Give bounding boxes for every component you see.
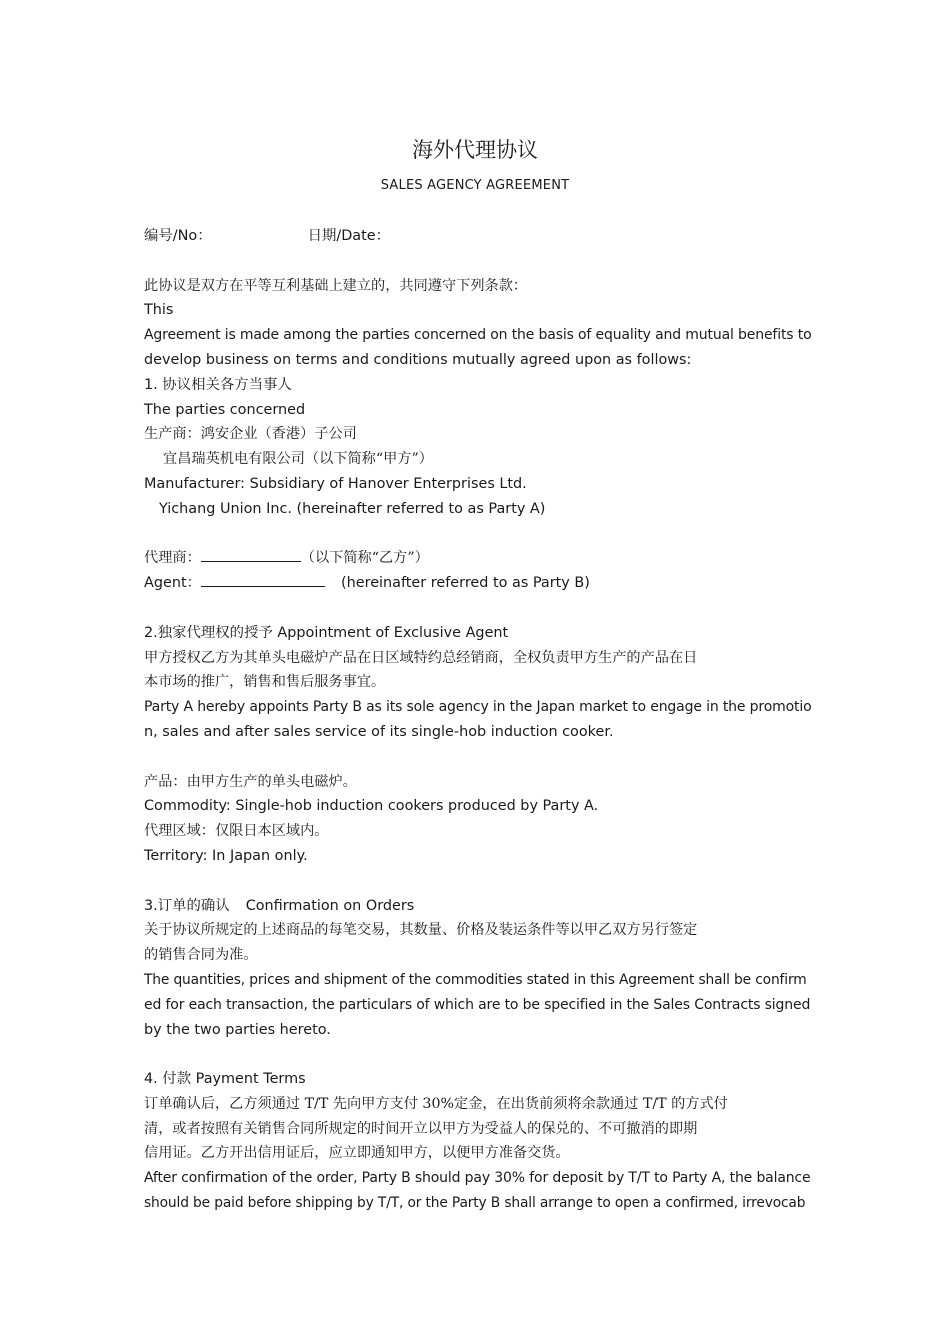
no-label: 编号/No： [144, 228, 212, 244]
section-4-heading: 4. 付款 Payment Terms [144, 1071, 306, 1088]
agent-en-blank-field[interactable] [201, 571, 325, 587]
product-en: Commodity: Single-hob induction cookers produced by Party A. [144, 798, 599, 815]
manufacturer-cn: 生产商：鸿安企业（香港）子公司 [144, 426, 357, 443]
section-3-heading-en: Confirmation on Orders [245, 897, 415, 914]
title-cn: 海外代理协议 [412, 138, 538, 162]
section-4-cn-2: 清，或者按照有关销售合同所规定的时间开立以甲方为受益人的保兑的、不可撤消的即期 [144, 1120, 698, 1137]
section-3-en-3: by the two parties hereto. [144, 1021, 331, 1038]
title-en: SALES AGENCY AGREEMENT [380, 178, 570, 193]
product-cn: 产品：由甲方生产的单头电磁炉。 [144, 773, 357, 790]
section-3-en-2: ed for each transaction, the particulars of which are to be specified in the Sales Contracts signed [144, 996, 811, 1013]
manufacturer-cn-2: 宜昌瑞英机电有限公司（以下简称“甲方”） [163, 451, 433, 468]
agent-cn-blank-field[interactable] [201, 546, 301, 562]
section-2-heading: 2.独家代理权的授予 Appointment of Exclusive Agent [144, 624, 509, 641]
section-4-cn-3: 信用证。乙方开出信用证后，应立即通知甲方，以便甲方准备交货。 [144, 1145, 570, 1162]
manufacturer-en-2: Yichang Union Inc. (hereinafter referred to as Party A) [159, 500, 546, 517]
section-4-en-1: After confirmation of the order, Party B should pay 30% for deposit by T/T to Party A, the balance [144, 1170, 811, 1187]
section-4-cn-1: 订单确认后，乙方须通过 T/T 先向甲方支付 30%定金，在出货前须将余款通过 T/T 的方式付 [144, 1095, 728, 1112]
section-3-cn-1: 关于协议所规定的上述商品的每笔交易，其数量、价格及装运条件等以甲乙双方另行签定 [144, 922, 698, 939]
agent-cn-label: 代理商： [144, 550, 201, 567]
section-2-en-2: n, sales and after sales service of its single-hob induction cooker. [144, 723, 614, 740]
spacer [144, 745, 812, 770]
agent-en-suffix: (hereinafter referred to as Party B) [341, 575, 590, 592]
spacer [144, 869, 812, 894]
spacer [144, 249, 812, 274]
section-3-heading-cn: 3.订单的确认 [144, 897, 230, 914]
intro-en-3: develop business on terms and conditions mutually agreed upon as follows: [144, 351, 692, 368]
document-body [144, 224, 812, 1216]
date-label: 日期/Date： [307, 228, 391, 244]
intro-en-2: Agreement is made among the parties concerned on the basis of equality and mutual benefits to [144, 327, 812, 344]
section-3-cn-2: 的销售合同为准。 [144, 947, 258, 964]
section-2-cn-2: 本市场的推广，销售和售后服务事宜。 [144, 674, 386, 691]
number-date-line [144, 224, 812, 249]
intro-cn: 此协议是双方在平等互利基础上建立的，共同遵守下列条款： [144, 277, 528, 294]
agent-cn-suffix: （以下简称“乙方”） [300, 550, 429, 567]
section-4-en-2: should be paid before shipping by T/T, or the Party B shall arrange to open a confirmed, irrevocab [144, 1195, 806, 1212]
section-1-heading-en: The parties concerned [144, 401, 306, 418]
spacer [144, 522, 812, 547]
manufacturer-en: Manufacturer: Subsidiary of Hanover Enterprises Ltd. [144, 475, 527, 492]
section-1-heading: 1. 协议相关各方当事人 [144, 376, 292, 393]
section-3-en-1: The quantities, prices and shipment of the commodities stated in this Agreement shall be confirm [144, 971, 807, 988]
agent-cn-line [144, 546, 812, 571]
spacer [144, 596, 812, 621]
territory-cn: 代理区域：仅限日本区域内。 [144, 823, 329, 840]
agent-en-line [144, 571, 812, 596]
territory-en: Territory: In Japan only. [144, 847, 308, 864]
section-3-heading [144, 894, 812, 919]
section-2-cn-1: 甲方授权乙方为其单头电磁炉产品在日区域特约总经销商，全权负责甲方生产的产品在日 [144, 649, 698, 666]
spacer [144, 1042, 812, 1067]
intro-en-1: This [144, 302, 174, 319]
section-2-en-1: Party A hereby appoints Party B as its sole agency in the Japan market to engage in the promotio [144, 699, 812, 716]
agent-en-label: Agent： [144, 575, 201, 592]
